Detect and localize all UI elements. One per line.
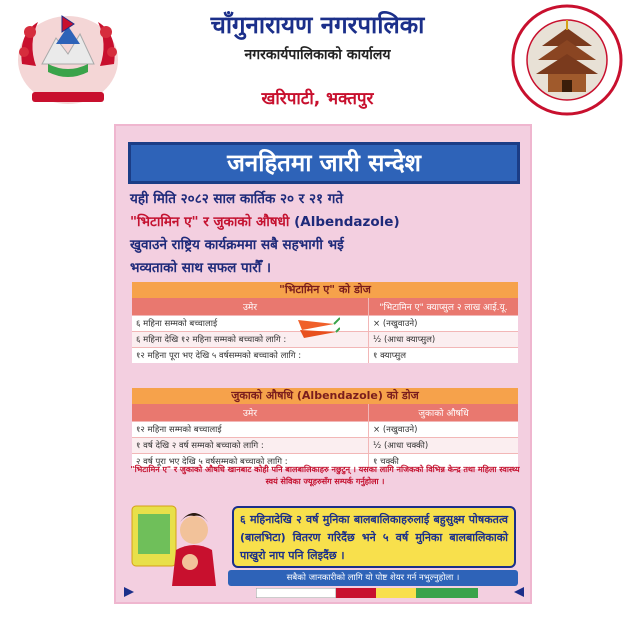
municipality-name: चाँगुनारायण नगरपालिका — [210, 11, 425, 39]
row-dose: ½ (आधा चक्की) — [373, 441, 429, 451]
col-age-header: उमेर — [132, 298, 369, 315]
intro-line-4: भव्यताको साथ सफल पारौँ । — [130, 260, 272, 276]
col-dose-header: जुकाको औषधि — [418, 409, 469, 419]
col-age-header: उमेर — [132, 404, 369, 421]
row-dose: १ क्याप्सुल — [373, 351, 406, 361]
albendazole-table-header — [132, 404, 518, 421]
share-footer: सबैको जानकारीको लागि यो पोष्ट शेयर गर्न नभुल्नुहोला । — [228, 570, 518, 586]
albendazole-table — [132, 388, 518, 469]
poster-banner: जनहितमा जारी सन्देश — [128, 142, 520, 184]
row-dose: १ चक्की — [373, 457, 399, 467]
office-location: खरिपाटी, भक्तपुर — [261, 89, 374, 109]
woman-with-child-illustration — [130, 500, 226, 586]
table-row — [132, 421, 518, 437]
row-age: ६ महिना सम्मको बच्चालाई — [132, 316, 369, 331]
albendazole-table-title: जुकाको औषधि (Albendazole) को डोज — [132, 388, 518, 404]
nepal-emblem-logo — [8, 4, 128, 112]
warning-notice: "भिटामिन ए" र जुकाको औषधि खानबाट कोही पनि बालबालिकाहरु नछुटुन् । यसका लागि नजिकको विभिन्न केन्द्र तथा महिला स्वास्थ्य स्वयं सेविका ज्यूहरुसँग सम्पर्क गर्नुहोला । — [130, 465, 520, 486]
arrow-icon — [512, 586, 526, 598]
table-row — [132, 437, 518, 453]
row-age: २ वर्ष पूरा भए देखि ५ वर्षसम्मको बच्चाको लागि : — [132, 454, 369, 469]
office-name: नगरकार्यपालिकाको कार्यालय — [244, 47, 391, 63]
row-age: १२ महिना सम्मको बच्चालाई — [132, 422, 369, 437]
carrots-icon — [294, 310, 340, 346]
vitamin-a-table-title: "भिटामिन ए" को डोज — [132, 282, 518, 298]
intro-albendazole: (Albendazole) — [289, 214, 400, 230]
muac-tape-icon — [256, 588, 478, 598]
info-box: ६ महिनादेखि २ वर्ष मुनिका बालबालिकाहरुलाई बहुसुक्ष्म पोषकतत्व (बालभिटा) वितरण गरिदैंछ भने ५ वर्ष मुनिका बालबालिकाको पाखुरो नाप पनि लिइदैंछ । — [232, 506, 516, 568]
notice-poster — [114, 124, 532, 604]
intro-line-3: खुवाउने राष्ट्रिय कार्यक्रममा सबै सहभागी भई — [130, 237, 344, 253]
row-age: १ वर्ष देखि २ वर्ष सम्मको बच्चाको लागि : — [132, 438, 369, 453]
intro-line-1: यही मिति २०८२ साल कार्तिक २० र २१ गते — [130, 191, 344, 207]
row-dose: ½ (आधा क्याप्सुल) — [373, 335, 436, 345]
arrow-icon — [122, 586, 136, 598]
intro-line-2 — [130, 211, 520, 234]
row-dose: × (नखुवाउने) — [373, 319, 418, 329]
row-dose: × (नखुवाउने) — [373, 425, 418, 435]
col-dose-header: "भिटामिन ए" क्याप्सुल २ लाख आई.यू. — [379, 303, 508, 313]
municipality-temple-logo — [508, 4, 626, 116]
row-age: ६ महिना देखि १२ महिना सम्मको बच्चाको लागि : — [132, 332, 369, 347]
intro-highlight: "भिटामिन ए" र जुकाको औषधी — [130, 214, 290, 230]
table-row — [132, 347, 518, 363]
poster-intro — [130, 188, 520, 280]
row-age: १२ महिना पूरा भए देखि ५ वर्षसम्मको बच्चाको लागि : — [132, 348, 369, 363]
